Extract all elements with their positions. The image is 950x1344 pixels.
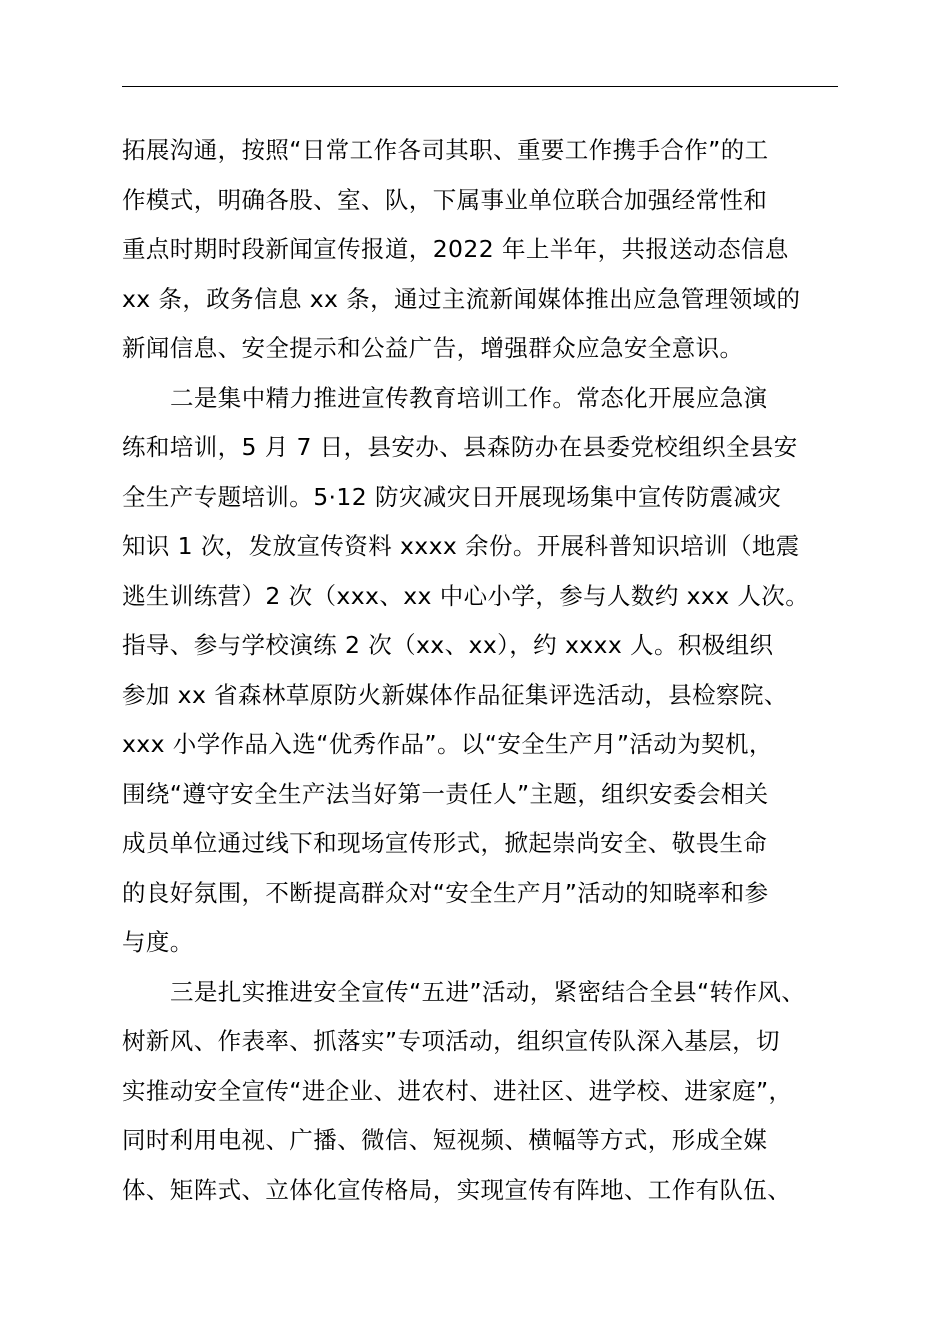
text-line: 知识 1 次，发放宣传资料 xxxx 余份。开展科普知识培训（地震 xyxy=(122,532,800,560)
text-line: 二是集中精力推进宣传教育培训工作。常态化开展应急演 xyxy=(170,383,768,412)
header-rule xyxy=(122,86,838,87)
text-line: 练和培训，5 月 7 日，县安办、县森防办在县委党校组织全县安 xyxy=(122,433,798,461)
text-line: 重点时期时段新闻宣传报道，2022 年上半年，共报送动态信息 xyxy=(122,235,789,263)
text-line: 逃生训练营）2 次（xxx、xx 中心小学，参与人数约 xxx 人次。 xyxy=(122,581,810,610)
text-line: 实推动安全宣传“进企业、进农村、进社区、进学校、进家庭”， xyxy=(122,1076,793,1105)
text-line: 树新风、作表率、抓落实”专项活动，组织宣传队深入基层，切 xyxy=(122,1027,780,1055)
text-line: 作模式，明确各股、室、队，下属事业单位联合加强经常性和 xyxy=(122,185,768,214)
text-line: 参加 xx 省森林草原防火新媒体作品征集评选活动，县检察院、 xyxy=(122,680,788,709)
text-line: 的良好氛围，不断提高群众对“安全生产月”活动的知晓率和参 xyxy=(122,878,769,907)
text-line: 全生产专题培训。5·12 防灾减灾日开展现场集中宣传防震减灾 xyxy=(122,482,782,511)
text-line: 新闻信息、安全提示和公益广告，增强群众应急安全意识。 xyxy=(122,334,744,362)
text-line: 成员单位通过线下和现场宣传形式，掀起崇尚安全、敬畏生命 xyxy=(122,829,768,857)
text-line: 拓展沟通，按照“日常工作各司其职、重要工作携手合作”的工 xyxy=(122,136,769,164)
text-line: 指导、参与学校演练 2 次（xx、xx），约 xxxx 人。积极组织 xyxy=(122,631,774,659)
body-text xyxy=(122,126,862,1215)
text-line: xx 条，政务信息 xx 条，通过主流新闻媒体推出应急管理领域的 xyxy=(122,284,801,313)
text-line: 围绕“遵守安全生产法当好第一责任人”主题，组织安委会相关 xyxy=(122,779,769,808)
text-line: 体、矩阵式、立体化宣传格局，实现宣传有阵地、工作有队伍、 xyxy=(122,1175,792,1204)
text-line: 与度。 xyxy=(122,928,194,956)
text-line: 三是扎实推进安全宣传“五进”活动，紧密结合全县“转作风、 xyxy=(170,977,806,1006)
text-line: xxx 小学作品入选“优秀作品”。以“安全生产月”活动为契机， xyxy=(122,730,773,758)
text-line: 同时利用电视、广播、微信、短视频、横幅等方式，形成全媒 xyxy=(122,1126,768,1154)
